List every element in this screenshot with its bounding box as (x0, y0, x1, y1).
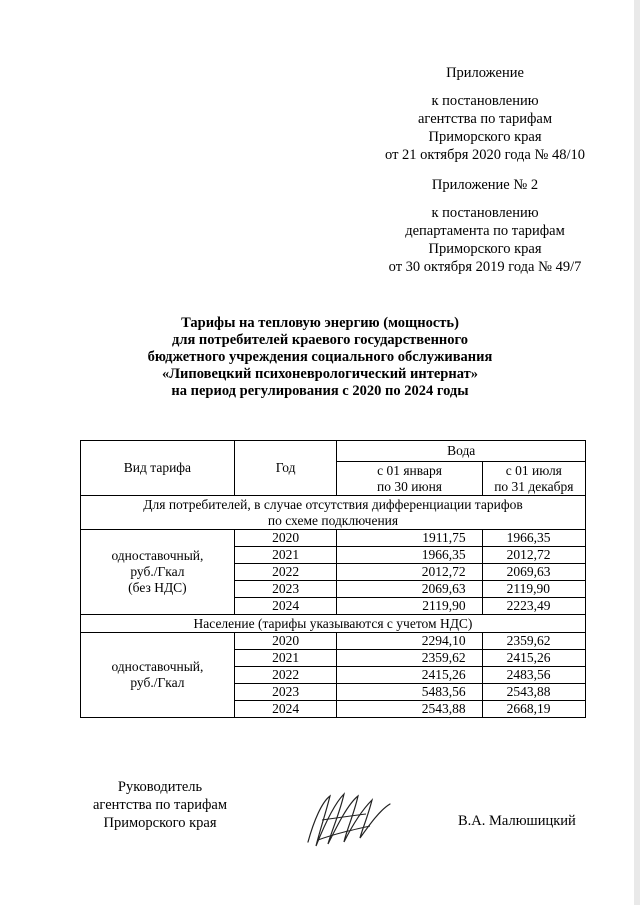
value-second-half: 2223,49 (482, 598, 585, 615)
tariff-type-line: (без НДС) (128, 580, 187, 595)
year-cell: 2021 (234, 650, 337, 667)
year-cell: 2020 (234, 530, 337, 547)
title-line: для потребителей краевого государственного (171, 332, 468, 348)
scan-edge (634, 0, 640, 905)
title-line: бюджетного учреждения социального обслуживания (147, 349, 493, 365)
appendix-original-block (365, 176, 605, 276)
header-period-second-half (482, 462, 585, 496)
year-cell: 2020 (234, 633, 337, 650)
appendix-original-heading: Приложение № 2 (431, 177, 539, 193)
value-second-half: 2543,88 (482, 684, 585, 701)
tariff-type-line: одноставочный, (111, 659, 204, 674)
section-header-row (81, 496, 586, 530)
section-title-line: Для потребителей, в случае отсутствия дифференциации тарифов (143, 496, 523, 512)
tariff-type-cell (81, 633, 235, 718)
handwritten-signature (300, 790, 395, 850)
year-cell: 2024 (234, 598, 337, 615)
header-period-second-half-line: с 01 июля (505, 462, 562, 478)
appendix-current-block (360, 64, 610, 164)
header-period-first-half-line: с 01 января (377, 462, 442, 478)
year-cell: 2023 (234, 581, 337, 598)
year-cell: 2022 (234, 667, 337, 684)
section-header-row (81, 615, 586, 633)
table-row (81, 633, 586, 650)
document-title (80, 315, 560, 400)
tariff-type-line: руб./Гкал (130, 564, 185, 579)
value-second-half: 2483,56 (482, 667, 585, 684)
header-year: Год (234, 441, 337, 496)
value-first-half: 1966,35 (337, 547, 482, 564)
year-cell: 2021 (234, 547, 337, 564)
signatory-position-line: агентства по тарифам (93, 797, 227, 813)
title-line: на период регулирования с 2020 по 2024 годы (171, 383, 469, 399)
title-line: Тарифы на тепловую энергию (мощность) (181, 315, 459, 331)
title-line: «Липовецкий психоневрологический интернат» (162, 366, 478, 382)
header-period-second-half-line: по 31 декабря (494, 478, 574, 494)
signatory-position (70, 778, 250, 832)
header-tariff-type: Вид тарифа (81, 441, 235, 496)
value-first-half: 2415,26 (337, 667, 482, 684)
section-title: Население (тарифы указываются с учетом НДС) (81, 615, 586, 633)
header-water: Вода (337, 441, 586, 462)
value-second-half: 2119,90 (482, 581, 585, 598)
appendix-current-line: Приморского края (428, 129, 542, 145)
appendix-current-line: агентства по тарифам (418, 111, 552, 127)
appendix-original-line: от 30 октября 2019 года № 49/7 (388, 259, 582, 275)
value-first-half: 5483,56 (337, 684, 482, 701)
signatory-position-line: Руководитель (117, 779, 203, 795)
tariff-type-cell (81, 530, 235, 615)
value-first-half: 2119,90 (337, 598, 482, 615)
signatory-name: В.А. Малюшицкий (458, 813, 576, 829)
value-first-half: 2543,88 (337, 701, 482, 718)
year-cell: 2022 (234, 564, 337, 581)
appendix-original-line: Приморского края (428, 241, 542, 257)
tariff-type-line: одноставочный, (111, 548, 204, 563)
year-cell: 2024 (234, 701, 337, 718)
tariff-table (80, 440, 586, 718)
value-second-half: 1966,35 (482, 530, 585, 547)
year-cell: 2023 (234, 684, 337, 701)
section-title-line: по схеме подключения (267, 512, 399, 528)
appendix-original-line: департамента по тарифам (405, 223, 565, 239)
value-first-half: 2069,63 (337, 581, 482, 598)
tariff-type-line: руб./Гкал (130, 675, 185, 690)
appendix-original-line: к постановлению (431, 205, 539, 221)
value-second-half: 2069,63 (482, 564, 585, 581)
value-first-half: 1911,75 (337, 530, 482, 547)
appendix-current-line: от 21 октября 2020 года № 48/10 (385, 147, 585, 163)
appendix-current-heading: Приложение (446, 65, 524, 81)
value-first-half: 2294,10 (337, 633, 482, 650)
signatory-position-line: Приморского края (103, 815, 217, 831)
appendix-current-line: к постановлению (431, 93, 539, 109)
value-first-half: 2359,62 (337, 650, 482, 667)
header-period-first-half-line: по 30 июня (377, 478, 442, 494)
value-second-half: 2668,19 (482, 701, 585, 718)
table-row (81, 530, 586, 547)
value-second-half: 2415,26 (482, 650, 585, 667)
value-first-half: 2012,72 (337, 564, 482, 581)
value-second-half: 2012,72 (482, 547, 585, 564)
header-period-first-half (337, 462, 482, 496)
section-title (81, 496, 586, 530)
value-second-half: 2359,62 (482, 633, 585, 650)
